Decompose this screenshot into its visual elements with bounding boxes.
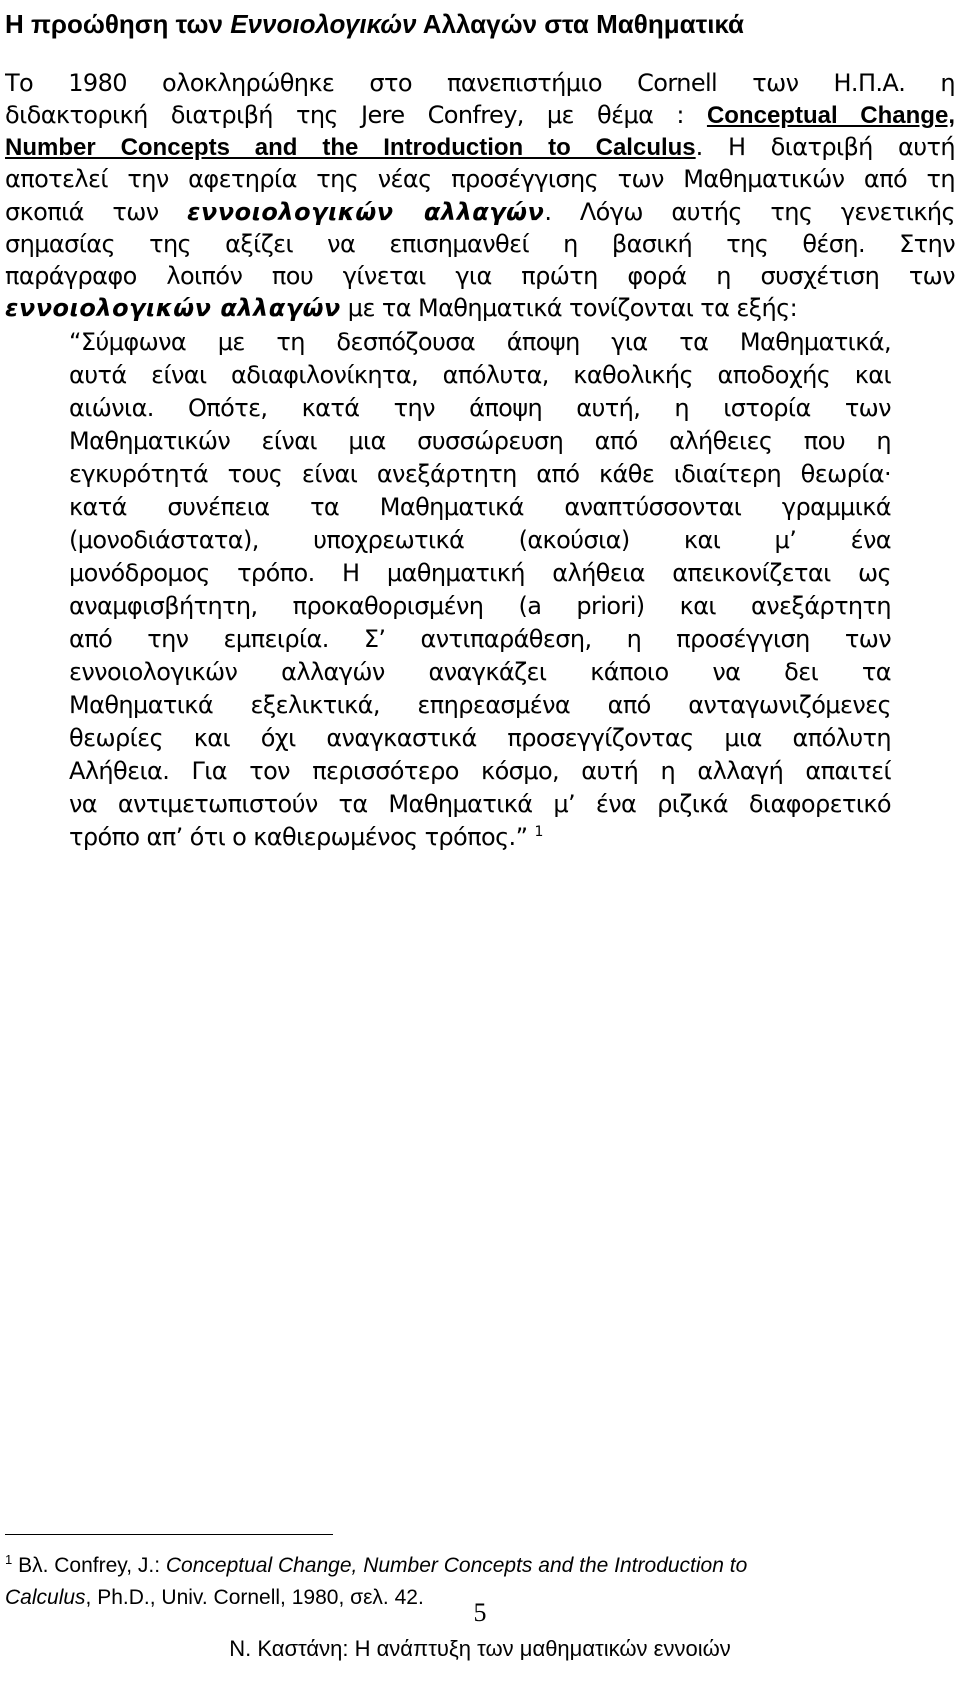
heading-text-end: Αλλαγών στα Μαθηματικά (416, 9, 745, 39)
footnote-reference[interactable]: 1 (534, 824, 543, 840)
line-text: σκοπιά των (5, 198, 188, 226)
paragraph-line (5, 131, 955, 164)
emphasis-term: εννοιολογικών αλλαγών (187, 198, 545, 226)
paragraph-line (5, 99, 955, 132)
quote-line: Αλήθεια. Για τον περισσότερο κόσμο, αυτή η αλλαγή απαιτεί (69, 757, 891, 785)
footnote-title: Conceptual Change, Number Concepts and the Introduction to (165, 1554, 748, 1577)
quote-line: από την εμπειρία. Σ’ αντιπαράθεση, η προσέγγιση των (69, 625, 891, 653)
quote-line: θεωρίες και όχι αναγκαστικά προσεγγίζοντας μια απόλυτη (69, 724, 891, 752)
quote-line: να αντιμετωπιστούν τα Μαθηματικά μ’ ένα ριζικά διαφορετικό (69, 790, 891, 818)
footnote-marker: 1 (5, 1552, 13, 1567)
line-text: με τα Μαθηματικά τονίζονται τα εξής: (340, 294, 798, 322)
thesis-title-part1: Conceptual Change, (706, 102, 955, 129)
paragraph-line: αποτελεί την αφετηρία της νέας προσέγγισης των Μαθηματικών από τη (5, 165, 955, 193)
running-footer: Ν. Καστάνη: Η ανάπτυξη των μαθηματικών εννοιών (229, 1636, 731, 1661)
line-text: διδακτορική διατριβή της Jere Confrey, με θέμα : (5, 101, 707, 129)
heading-italic-text: Εννοιολογικών (230, 9, 417, 39)
quote-line: Μαθηματικών είναι μια συσσώρευση από αλήθειες που η (69, 427, 891, 455)
quote-line (69, 821, 891, 853)
quote-line: Μαθηματικά εξελικτικά, επηρεασμένα από ανταγωνιζόμενες (69, 691, 891, 719)
quote-line: αυτά είναι αδιαφιλονίκητα, απόλυτα, καθολικής αποδοχής και (69, 361, 891, 389)
footnote-line (5, 1550, 955, 1582)
paragraph-line: παράγραφο λοιπόν που γίνεται για πρώτη φορά η συσχέτιση των (5, 262, 955, 290)
quote-line: εννοιολογικών αλλαγών αναγκάζει κάποιο να δει τα (69, 658, 891, 686)
section-heading (5, 6, 955, 42)
quote-line: κατά συνέπεια τα Μαθηματικά αναπτύσσονται γραμμικά (69, 493, 891, 521)
footnote-separator (5, 1534, 333, 1535)
footnote-title: Calculus (5, 1586, 86, 1609)
quote-line: μονόδρομος τρόπο. Η μαθηματική αλήθεια απεικονίζεται ως (69, 559, 891, 587)
quote-line: (μονοδιάστατα), υποχρεωτικά (ακούσια) και μ’ ένα (69, 526, 891, 554)
footnote-text: Βλ. Confrey, J.: (12, 1554, 166, 1577)
quote-line: εγκυρότητά τους είναι ανεξάρτητη από κάθε ιδιαίτερη θεωρία· (69, 460, 891, 488)
line-text: . Λόγω αυτής της γενετικής (544, 198, 955, 226)
line-text: . Η διατριβή αυτή (695, 133, 955, 161)
paragraph-line (5, 292, 955, 324)
paragraph-line: Το 1980 ολοκληρώθηκε στο πανεπιστήμιο Cornell των Η.Π.Α. η (5, 69, 955, 97)
line-text: τρόπο απ’ ότι ο καθιερωμένος τρόπος.” (69, 823, 528, 851)
thesis-title-part2: Number Concepts and the Introduction to Calculus (5, 134, 696, 161)
page-number: 5 (473, 1598, 487, 1627)
quote-line: “Σύμφωνα με τη δεσπόζουσα άποψη για τα Μαθηματικά, (69, 328, 891, 356)
quote-line: αιώνια. Οπότε, κατά την άποψη αυτή, η ιστορία των (69, 394, 891, 422)
paragraph-line: σημασίας της αξίζει να επισημανθεί η βασική της θέση. Στην (5, 230, 955, 258)
emphasis-term: εννοιολογικών αλλαγών (5, 294, 341, 322)
paragraph-line (5, 196, 955, 228)
heading-text: Η προώθηση των (5, 9, 231, 39)
quote-line: αναμφισβήτητη, προκαθορισμένη (a priori) και ανεξάρτητη (69, 592, 891, 620)
footnote-text: , Ph.D., Univ. Cornell, 1980, σελ. 42. (85, 1586, 424, 1609)
